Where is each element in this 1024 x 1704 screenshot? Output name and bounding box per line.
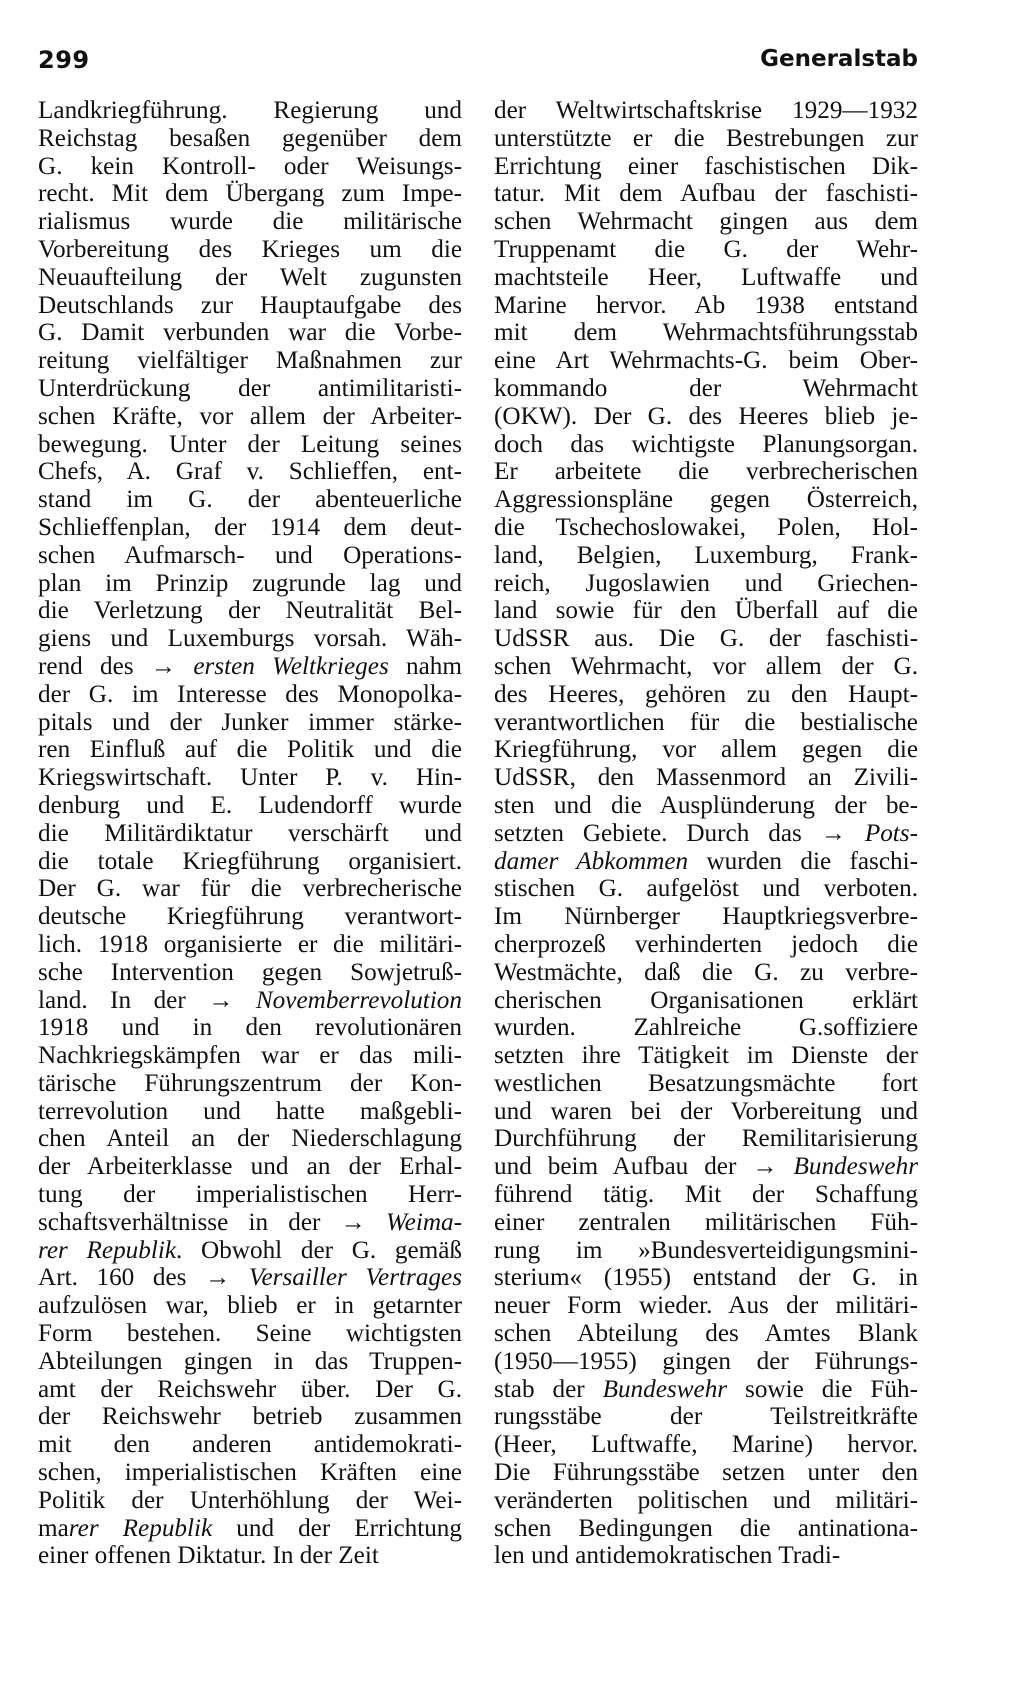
right-column-line: len und antidemokratischen Tradi-	[494, 1542, 841, 1570]
left-column-line: lich. 1918 organisierte er die militäri-	[38, 930, 462, 958]
left-column-line: der Reichswehr betrieb zusammen	[38, 1403, 462, 1431]
left-column-line: schaftsverhältnisse in der → Weima-	[38, 1208, 462, 1236]
left-column-line: marer Republik und der Errichtung	[38, 1514, 462, 1542]
right-column-line: die Tschechoslowakei, Polen, Hol-	[494, 513, 918, 541]
right-column-line: rungsstäbe der Teilstreitkräfte	[494, 1403, 918, 1431]
right-column-line: sten und die Ausplünderung der be-	[494, 791, 918, 819]
right-column-line: westlichen Besatzungsmächte fort	[494, 1069, 918, 1097]
right-column-line: verantwortlichen für die bestialische	[494, 708, 918, 736]
left-column-line: land. In der → Novemberrevolution	[38, 986, 462, 1014]
left-column-line: Kriegswirtschaft. Unter P. v. Hin-	[38, 764, 462, 792]
left-column	[38, 97, 462, 1570]
left-column-line: stand im G. der abenteuerliche	[38, 486, 462, 514]
left-column-line: Nachkriegskämpfen war er das mili-	[38, 1042, 462, 1070]
right-column-line: kommando der Wehrmacht	[494, 374, 918, 402]
right-column-line: Aggressionspläne gegen Österreich,	[494, 486, 918, 514]
left-column-line: der Arbeiterklasse und an der Erhal-	[38, 1153, 462, 1181]
right-column-line: Durchführung der Remilitarisierung	[494, 1125, 918, 1153]
running-head: Generalstab	[760, 46, 918, 72]
right-column-line: wurden. Zahlreiche G.soffiziere	[494, 1014, 918, 1042]
left-column-line: die Militärdiktatur verschärft und	[38, 819, 462, 847]
left-column-line: schen, imperialistischen Kräften eine	[38, 1459, 462, 1487]
left-column-line: G. kein Kontroll- oder Weisungs-	[38, 152, 462, 180]
right-column-line: stab der Bundeswehr sowie die Füh-	[494, 1375, 918, 1403]
left-column-line: denburg und E. Ludendorff wurde	[38, 791, 462, 819]
right-column-line: UdSSR aus. Die G. der faschisti-	[494, 625, 918, 653]
left-column-line: Chefs, A. Graf v. Schlieffen, ent-	[38, 458, 462, 486]
right-column-line: schen Bedingungen die antinationa-	[494, 1514, 918, 1542]
right-column-line: und beim Aufbau der → Bundeswehr	[494, 1153, 918, 1181]
right-column-line: Im Nürnberger Hauptkriegsverbre-	[494, 903, 918, 931]
left-column-line: Form bestehen. Seine wichtigsten	[38, 1320, 462, 1348]
right-column-line: machtsteile Heer, Luftwaffe und	[494, 263, 918, 291]
right-column-line: (1950—1955) gingen der Führungs-	[494, 1347, 918, 1375]
left-column-line: Reichstag besaßen gegenüber dem	[38, 124, 462, 152]
right-column-line: land sowie für den Überfall auf die	[494, 597, 918, 625]
left-column-line: Deutschlands zur Hauptaufgabe des	[38, 291, 462, 319]
right-column-line: der Weltwirtschaftskrise 1929—1932	[494, 97, 918, 124]
left-column-line: rialismus wurde die militärische	[38, 208, 462, 236]
left-column-line: der G. im Interesse des Monopolka-	[38, 680, 462, 708]
right-column-line: Er arbeitete die verbrecherischen	[494, 458, 918, 486]
right-column-line: damer Abkommen wurden die faschi-	[494, 847, 918, 875]
left-column-line: pitals und der Junker immer stärke-	[38, 708, 462, 736]
right-column-line: rung im »Bundesverteidigungsmini-	[494, 1236, 918, 1264]
left-column-line: amt der Reichswehr über. Der G.	[38, 1375, 462, 1403]
right-column-line: Truppenamt die G. der Wehr-	[494, 235, 918, 263]
left-column-line: schen Aufmarsch- und Operations-	[38, 541, 462, 569]
left-column-line: Landkriegführung. Regierung und	[38, 97, 462, 124]
left-column-line: Unterdrückung der antimilitaristi-	[38, 374, 462, 402]
right-column-line: Westmächte, daß die G. zu verbre-	[494, 958, 918, 986]
right-column-line: schen Wehrmacht, vor allem der G.	[494, 652, 918, 680]
left-column-line: einer offenen Diktatur. In der Zeit	[38, 1542, 379, 1570]
left-column-line: reitung vielfältiger Maßnahmen zur	[38, 347, 462, 375]
right-column-line: mit dem Wehrmachtsführungsstab	[494, 319, 918, 347]
left-column-line: mit den anderen antidemokrati-	[38, 1431, 462, 1459]
left-column-line: bewegung. Unter der Leitung seines	[38, 430, 462, 458]
left-column-line: die Verletzung der Neutralität Bel-	[38, 597, 462, 625]
right-column-line: land, Belgien, Luxemburg, Frank-	[494, 541, 918, 569]
right-column-line: cherprozeß verhinderten jedoch die	[494, 930, 918, 958]
right-column-line: stischen G. aufgelöst und verboten.	[494, 875, 918, 903]
left-column-line: tung der imperialistischen Herr-	[38, 1181, 462, 1209]
left-column-line: rend des → ersten Weltkrieges nahm	[38, 652, 462, 680]
right-column-line: cherischen Organisationen erklärt	[494, 986, 918, 1014]
right-column-line: Marine hervor. Ab 1938 entstand	[494, 291, 918, 319]
left-column-line: recht. Mit dem Übergang zum Impe-	[38, 180, 462, 208]
right-column-line: Kriegführung, vor allem gegen die	[494, 736, 918, 764]
right-column-line: schen Abteilung des Amtes Blank	[494, 1320, 918, 1348]
right-column	[494, 97, 918, 1570]
left-column-line: sche Intervention gegen Sowjetruß-	[38, 958, 462, 986]
right-column-line: (Heer, Luftwaffe, Marine) hervor.	[494, 1431, 918, 1459]
right-column-line: und waren bei der Vorbereitung und	[494, 1097, 918, 1125]
left-column-line: deutsche Kriegführung verantwort-	[38, 903, 462, 931]
page-number: 299	[38, 46, 90, 74]
left-column-line: plan im Prinzip zugrunde lag und	[38, 569, 462, 597]
left-column-line: Politik der Unterhöhlung der Wei-	[38, 1486, 462, 1514]
right-column-line: schen Wehrmacht gingen aus dem	[494, 208, 918, 236]
left-column-line: terrevolution und hatte maßgebli-	[38, 1097, 462, 1125]
right-column-line: führend tätig. Mit der Schaffung	[494, 1181, 918, 1209]
right-column-line: reich, Jugoslawien und Griechen-	[494, 569, 918, 597]
right-column-line: doch das wichtigste Planungsorgan.	[494, 430, 918, 458]
right-column-line: sterium« (1955) entstand der G. in	[494, 1264, 918, 1292]
left-column-line: ren Einfluß auf die Politik und die	[38, 736, 462, 764]
right-column-line: setzten Gebiete. Durch das → Pots-	[494, 819, 918, 847]
right-column-line: des Heeres, gehören zu den Haupt-	[494, 680, 918, 708]
left-column-line: Abteilungen gingen in das Truppen-	[38, 1347, 462, 1375]
left-column-line: aufzulösen war, blieb er in getarnter	[38, 1292, 462, 1320]
left-column-line: chen Anteil an der Niederschlagung	[38, 1125, 462, 1153]
left-column-line: giens und Luxemburgs vorsah. Wäh-	[38, 625, 462, 653]
left-column-line: Der G. war für die verbrecherische	[38, 875, 462, 903]
right-column-line: Errichtung einer faschistischen Dik-	[494, 152, 918, 180]
right-column-line: eine Art Wehrmachts-G. beim Ober-	[494, 347, 918, 375]
right-column-line: unterstützte er die Bestrebungen zur	[494, 124, 918, 152]
left-column-line: G. Damit verbunden war die Vorbe-	[38, 319, 462, 347]
left-column-line: Art. 160 des → Versailler Vertrages	[38, 1264, 462, 1292]
left-column-line: rer Republik. Obwohl der G. gemäß	[38, 1236, 462, 1264]
left-column-line: tärische Führungszentrum der Kon-	[38, 1069, 462, 1097]
left-column-line: 1918 und in den revolutionären	[38, 1014, 462, 1042]
left-column-line: die totale Kriegführung organisiert.	[38, 847, 462, 875]
right-column-line: einer zentralen militärischen Füh-	[494, 1208, 918, 1236]
right-column-line: veränderten politischen und militäri-	[494, 1486, 918, 1514]
right-column-line: neuer Form wieder. Aus der militäri-	[494, 1292, 918, 1320]
right-column-line: tatur. Mit dem Aufbau der faschisti-	[494, 180, 918, 208]
right-column-line: setzten ihre Tätigkeit im Dienste der	[494, 1042, 918, 1070]
right-column-line: Die Führungsstäbe setzen unter den	[494, 1459, 918, 1487]
left-column-line: schen Kräfte, vor allem der Arbeiter-	[38, 402, 462, 430]
left-column-line: Vorbereitung des Krieges um die	[38, 235, 462, 263]
left-column-line: Schlieffenplan, der 1914 dem deut-	[38, 513, 462, 541]
right-column-line: (OKW). Der G. des Heeres blieb je-	[494, 402, 918, 430]
left-column-line: Neuaufteilung der Welt zugunsten	[38, 263, 462, 291]
right-column-line: UdSSR, den Massenmord an Zivili-	[494, 764, 918, 792]
